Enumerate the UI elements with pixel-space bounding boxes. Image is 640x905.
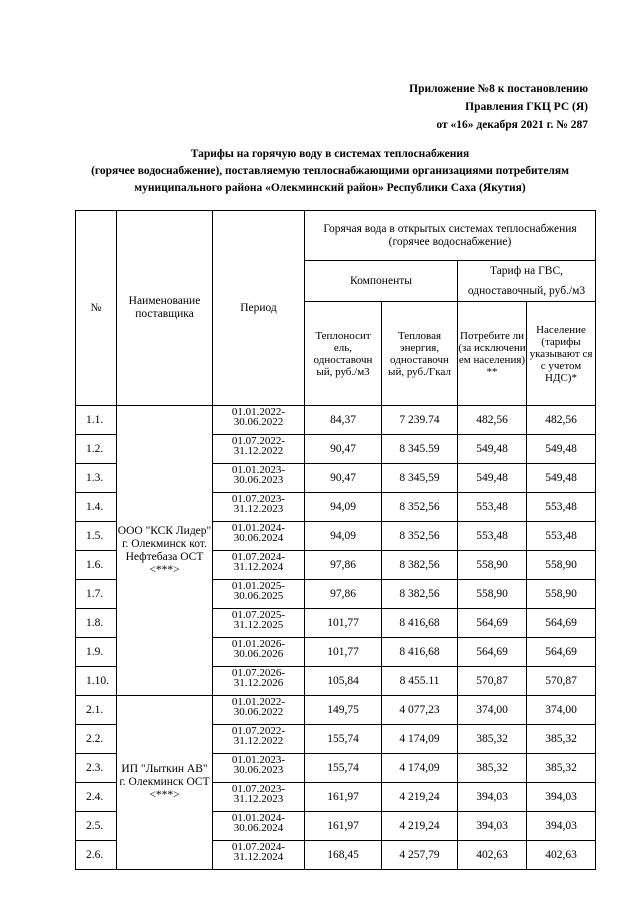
population-value: 553,48 [527,493,596,522]
table-header [76,211,596,406]
header-consumers: Потребите ли (за исключени ем населения) ** [458,302,527,406]
row-number: 2.6. [76,841,117,870]
header-group: Горячая вода в открытых системах теплоснабжения (горячее водоснабжение) [305,211,596,261]
energy-value: 4 219,24 [382,812,458,841]
carrier-value: 155,74 [305,725,382,754]
period-cell [213,725,305,754]
consumers-value: 385,32 [458,725,527,754]
row-number: 1.9. [76,638,117,667]
carrier-value: 94,09 [305,493,382,522]
table-row [76,696,596,725]
period-cell [213,812,305,841]
period-start: 01.01.2025- [231,580,286,592]
period-end: 30.06.2022 [233,706,284,718]
period-cell [213,841,305,870]
period-cell [213,464,305,493]
period-cell [213,522,305,551]
energy-value: 4 174,09 [382,725,458,754]
energy-value: 8 345,59 [382,464,458,493]
period-cell [213,754,305,783]
period-end: 31.12.2023 [233,503,284,515]
period-end: 31.12.2023 [233,793,284,805]
period-start: 01.07.2025- [231,609,286,621]
consumers-value: 385,32 [458,754,527,783]
carrier-value: 168,45 [305,841,382,870]
consumers-value: 482,56 [458,406,527,435]
carrier-value: 155,74 [305,754,382,783]
appendix-line-1: Приложение №8 к постановлению [409,83,588,95]
appendix-block [409,80,588,134]
consumers-value: 549,48 [458,464,527,493]
energy-value: 8 455.11 [382,667,458,696]
period-end: 31.12.2022 [233,735,284,747]
period-cell [213,551,305,580]
header-tariff: Тариф на ГВС, одноставочный, руб./м3 [458,261,596,302]
period-end: 31.12.2025 [233,619,284,631]
period-end: 31.12.2024 [233,561,284,573]
consumers-value: 394,03 [458,812,527,841]
energy-value: 8 352,56 [382,522,458,551]
header-supplier: Наименование поставщика [117,211,213,406]
energy-value: 8 416,68 [382,638,458,667]
table-body [76,406,596,870]
period-start: 01.01.2023- [231,464,286,476]
period-start: 01.07.2024- [231,841,286,853]
population-value: 553,48 [527,522,596,551]
period-cell [213,667,305,696]
consumers-value: 564,69 [458,609,527,638]
carrier-value: 101,77 [305,609,382,638]
carrier-value: 90,47 [305,464,382,493]
supplier-name: ИП "Лыткин АВ" г. Олекминск ОСТ <***> [117,696,213,870]
table-row [76,406,596,435]
document-title [60,146,600,197]
period-cell [213,580,305,609]
period-end: 30.06.2023 [233,474,284,486]
consumers-value: 558,90 [458,580,527,609]
period-end: 30.06.2022 [233,416,284,428]
appendix-line-3: от «16» декабря 2021 г. № 287 [436,119,588,131]
energy-value: 4 077,23 [382,696,458,725]
row-number: 2.2. [76,725,117,754]
row-number: 2.4. [76,783,117,812]
header-num: № [76,211,117,406]
period-cell [213,783,305,812]
population-value: 402,63 [527,841,596,870]
period-start: 01.07.2026- [231,667,286,679]
header-period: Период [213,211,305,406]
energy-value: 8 382,56 [382,551,458,580]
consumers-value: 553,48 [458,493,527,522]
energy-value: 7 239.74 [382,406,458,435]
row-number: 2.1. [76,696,117,725]
period-start: 01.01.2023- [231,754,286,766]
title-line-2: (горячее водоснабжение), поставляемую теплоснабжающими организациями потребителям [91,165,569,177]
energy-value: 8 345.59 [382,435,458,464]
population-value: 564,69 [527,609,596,638]
carrier-value: 84,37 [305,406,382,435]
carrier-value: 101,77 [305,638,382,667]
carrier-value: 105,84 [305,667,382,696]
row-number: 2.5. [76,812,117,841]
title-line-3: муниципального района «Олекминский район» Республики Саха (Якутия) [134,182,526,194]
energy-value: 8 382,56 [382,580,458,609]
period-start: 01.01.2022- [231,696,286,708]
period-cell [213,406,305,435]
population-value: 564,69 [527,638,596,667]
consumers-value: 394,03 [458,783,527,812]
period-end: 31.12.2022 [233,445,284,457]
population-value: 394,03 [527,783,596,812]
period-start: 01.07.2022- [231,725,286,737]
carrier-value: 94,09 [305,522,382,551]
period-end: 30.06.2024 [233,822,284,834]
period-cell [213,493,305,522]
row-number: 1.5. [76,522,117,551]
period-start: 01.07.2024- [231,551,286,563]
row-number: 2.3. [76,754,117,783]
row-number: 1.2. [76,435,117,464]
period-start: 01.01.2022- [231,406,286,418]
period-start: 01.01.2024- [231,812,286,824]
header-energy: Тепловая энергия, одноставочн ый, руб./Гкал [382,302,458,406]
period-end: 30.06.2026 [233,648,284,660]
population-value: 385,32 [527,725,596,754]
population-value: 385,32 [527,754,596,783]
period-end: 31.12.2024 [233,851,284,863]
period-start: 01.07.2023- [231,493,286,505]
energy-value: 8 416,68 [382,609,458,638]
title-line-1: Тарифы на горячую воду в системах теплоснабжения [190,148,470,160]
row-number: 1.6. [76,551,117,580]
population-value: 482,56 [527,406,596,435]
period-end: 30.06.2023 [233,764,284,776]
period-start: 01.01.2024- [231,522,286,534]
population-value: 558,90 [527,580,596,609]
population-value: 549,48 [527,435,596,464]
period-cell [213,638,305,667]
carrier-value: 97,86 [305,551,382,580]
carrier-value: 97,86 [305,580,382,609]
row-number: 1.10. [76,667,117,696]
header-carrier: Теплоносит ель, одноставочн ый, руб./м3 [305,302,382,406]
period-cell [213,609,305,638]
row-number: 1.1. [76,406,117,435]
carrier-value: 149,75 [305,696,382,725]
period-cell [213,435,305,464]
consumers-value: 374,00 [458,696,527,725]
tariff-table [75,210,596,870]
period-cell [213,696,305,725]
population-value: 374,00 [527,696,596,725]
consumers-value: 570,87 [458,667,527,696]
period-start: 01.01.2026- [231,638,286,650]
period-end: 30.06.2024 [233,532,284,544]
period-end: 30.06.2025 [233,590,284,602]
supplier-name: ООО "КСК Лидер" г. Олекминск кот. Нефтебаза ОСТ <***> [117,406,213,696]
row-number: 1.7. [76,580,117,609]
period-start: 01.07.2023- [231,783,286,795]
consumers-value: 402,63 [458,841,527,870]
consumers-value: 558,90 [458,551,527,580]
consumers-value: 549,48 [458,435,527,464]
consumers-value: 564,69 [458,638,527,667]
appendix-line-2: Правления ГКЦ РС (Я) [465,101,588,113]
header-components: Компоненты [305,261,458,302]
energy-value: 4 219,24 [382,783,458,812]
carrier-value: 161,97 [305,783,382,812]
population-value: 394,03 [527,812,596,841]
header-population: Население (тарифы указывают ся с учетом НДС)* [527,302,596,406]
row-number: 1.8. [76,609,117,638]
population-value: 549,48 [527,464,596,493]
population-value: 570,87 [527,667,596,696]
energy-value: 4 257,79 [382,841,458,870]
period-end: 31.12.2026 [233,677,284,689]
carrier-value: 161,97 [305,812,382,841]
consumers-value: 553,48 [458,522,527,551]
row-number: 1.3. [76,464,117,493]
population-value: 558,90 [527,551,596,580]
carrier-value: 90,47 [305,435,382,464]
energy-value: 4 174,09 [382,754,458,783]
row-number: 1.4. [76,493,117,522]
period-start: 01.07.2022- [231,435,286,447]
energy-value: 8 352,56 [382,493,458,522]
